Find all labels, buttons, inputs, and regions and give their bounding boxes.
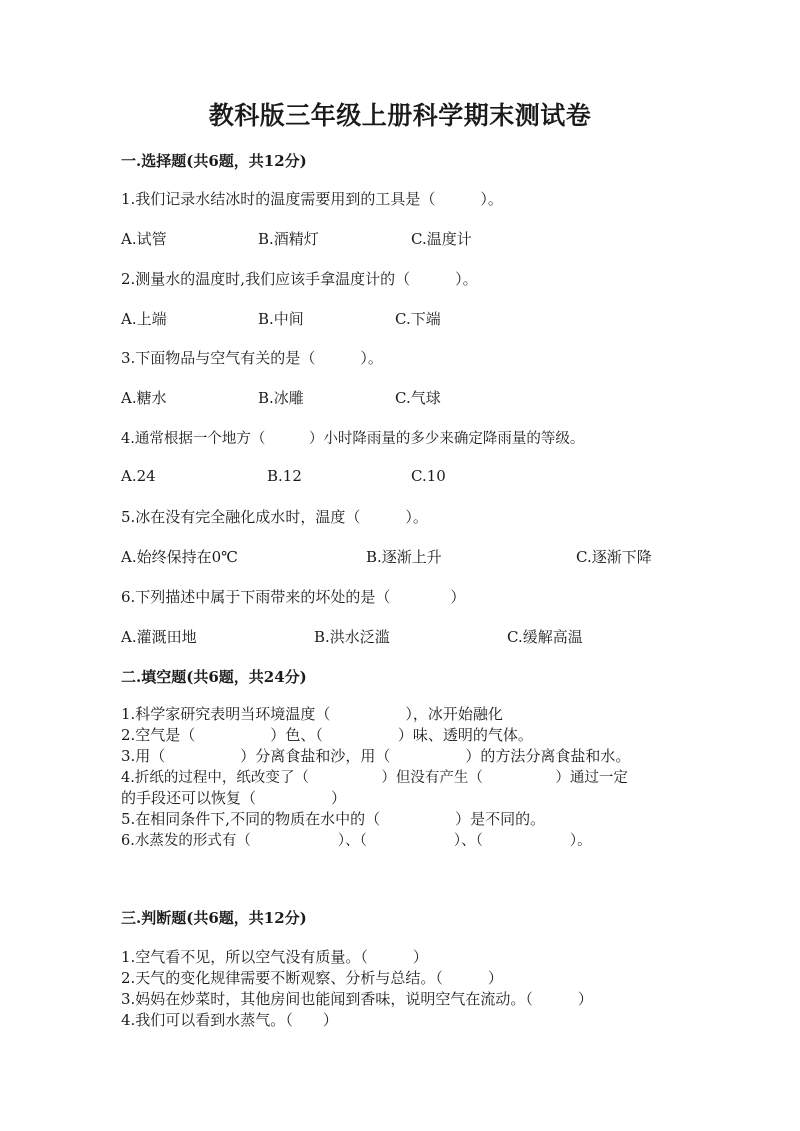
section-heading-fill-blank: 二.填空题(共6题，共24分)	[121, 668, 307, 686]
option-a: A.试管	[121, 230, 167, 248]
question-text: 3.下面物品与空气有关的是（ ）。	[121, 349, 383, 367]
option-b: B.酒精灯	[258, 230, 319, 248]
section-heading-true-false: 三.判断题(共6题，共12分)	[121, 909, 307, 927]
fill-blank-line: 6.水蒸发的形式有（ ）、（ ）、（ ）。	[121, 833, 592, 849]
option-c: C.10	[411, 467, 446, 485]
fill-blank-line: 1.科学家研究表明当环境温度（ ），冰开始融化	[121, 705, 503, 723]
option-b: B.逐渐上升	[366, 548, 442, 566]
section-heading-choice: 一.选择题(共6题，共12分)	[121, 152, 307, 170]
option-c: C.下端	[395, 310, 441, 328]
fill-blank-line: 5.在相同条件下,不同的物质在水中的（ ）是不同的。	[121, 810, 546, 828]
page-title: 教科版三年级上册科学期末测试卷	[208, 101, 592, 130]
true-false-line: 1.空气看不见，所以空气没有质量。（ ）	[121, 948, 428, 966]
question-text: 1.我们记录水结冰时的温度需要用到的工具是（ ）。	[121, 190, 503, 208]
true-false-line: 2.天气的变化规律需要不断观察、分析与总结。（ ）	[121, 969, 503, 987]
fill-blank-line: 的手段还可以恢复（ ）	[121, 789, 347, 807]
option-a: A.上端	[121, 310, 167, 328]
option-b: B.中间	[258, 310, 304, 328]
option-a: A.始终保持在0℃	[121, 548, 238, 566]
question-text: 6.下列描述中属于下雨带来的坏处的是（ ）	[121, 588, 466, 606]
fill-blank-line: 4.折纸的过程中，纸改变了（ ）但没有产生（ ）通过一定	[121, 770, 628, 786]
option-b: B.洪水泛滥	[314, 628, 390, 646]
question-text: 4.通常根据一个地方（ ）小时降雨量的多少来确定降雨量的等级。	[121, 431, 585, 447]
option-a: A.24	[121, 467, 156, 485]
option-c: C.气球	[395, 389, 441, 407]
option-c: C.逐渐下降	[576, 548, 652, 566]
option-c: C.缓解高温	[507, 628, 583, 646]
fill-blank-line: 3.用（ ）分离食盐和沙，用（ ）的方法分离食盐和水。	[121, 747, 631, 765]
option-b: B.冰雕	[258, 389, 304, 407]
option-a: A.糖水	[121, 389, 167, 407]
option-c: C.温度计	[411, 230, 472, 248]
option-b: B.12	[267, 467, 302, 485]
question-text: 5.冰在没有完全融化成水时，温度（ ）。	[121, 508, 428, 526]
question-text: 2.测量水的温度时,我们应该手拿温度计的（ ）。	[121, 270, 478, 288]
true-false-line: 4.我们可以看到水蒸气。（ ）	[121, 1011, 338, 1029]
true-false-line: 3.妈妈在炒菜时，其他房间也能闻到香味，说明空气在流动。（ ）	[121, 990, 593, 1008]
fill-blank-line: 2.空气是（ ）色、（ ）味、透明的气体。	[121, 726, 533, 744]
option-a: A.灌溉田地	[121, 628, 197, 646]
